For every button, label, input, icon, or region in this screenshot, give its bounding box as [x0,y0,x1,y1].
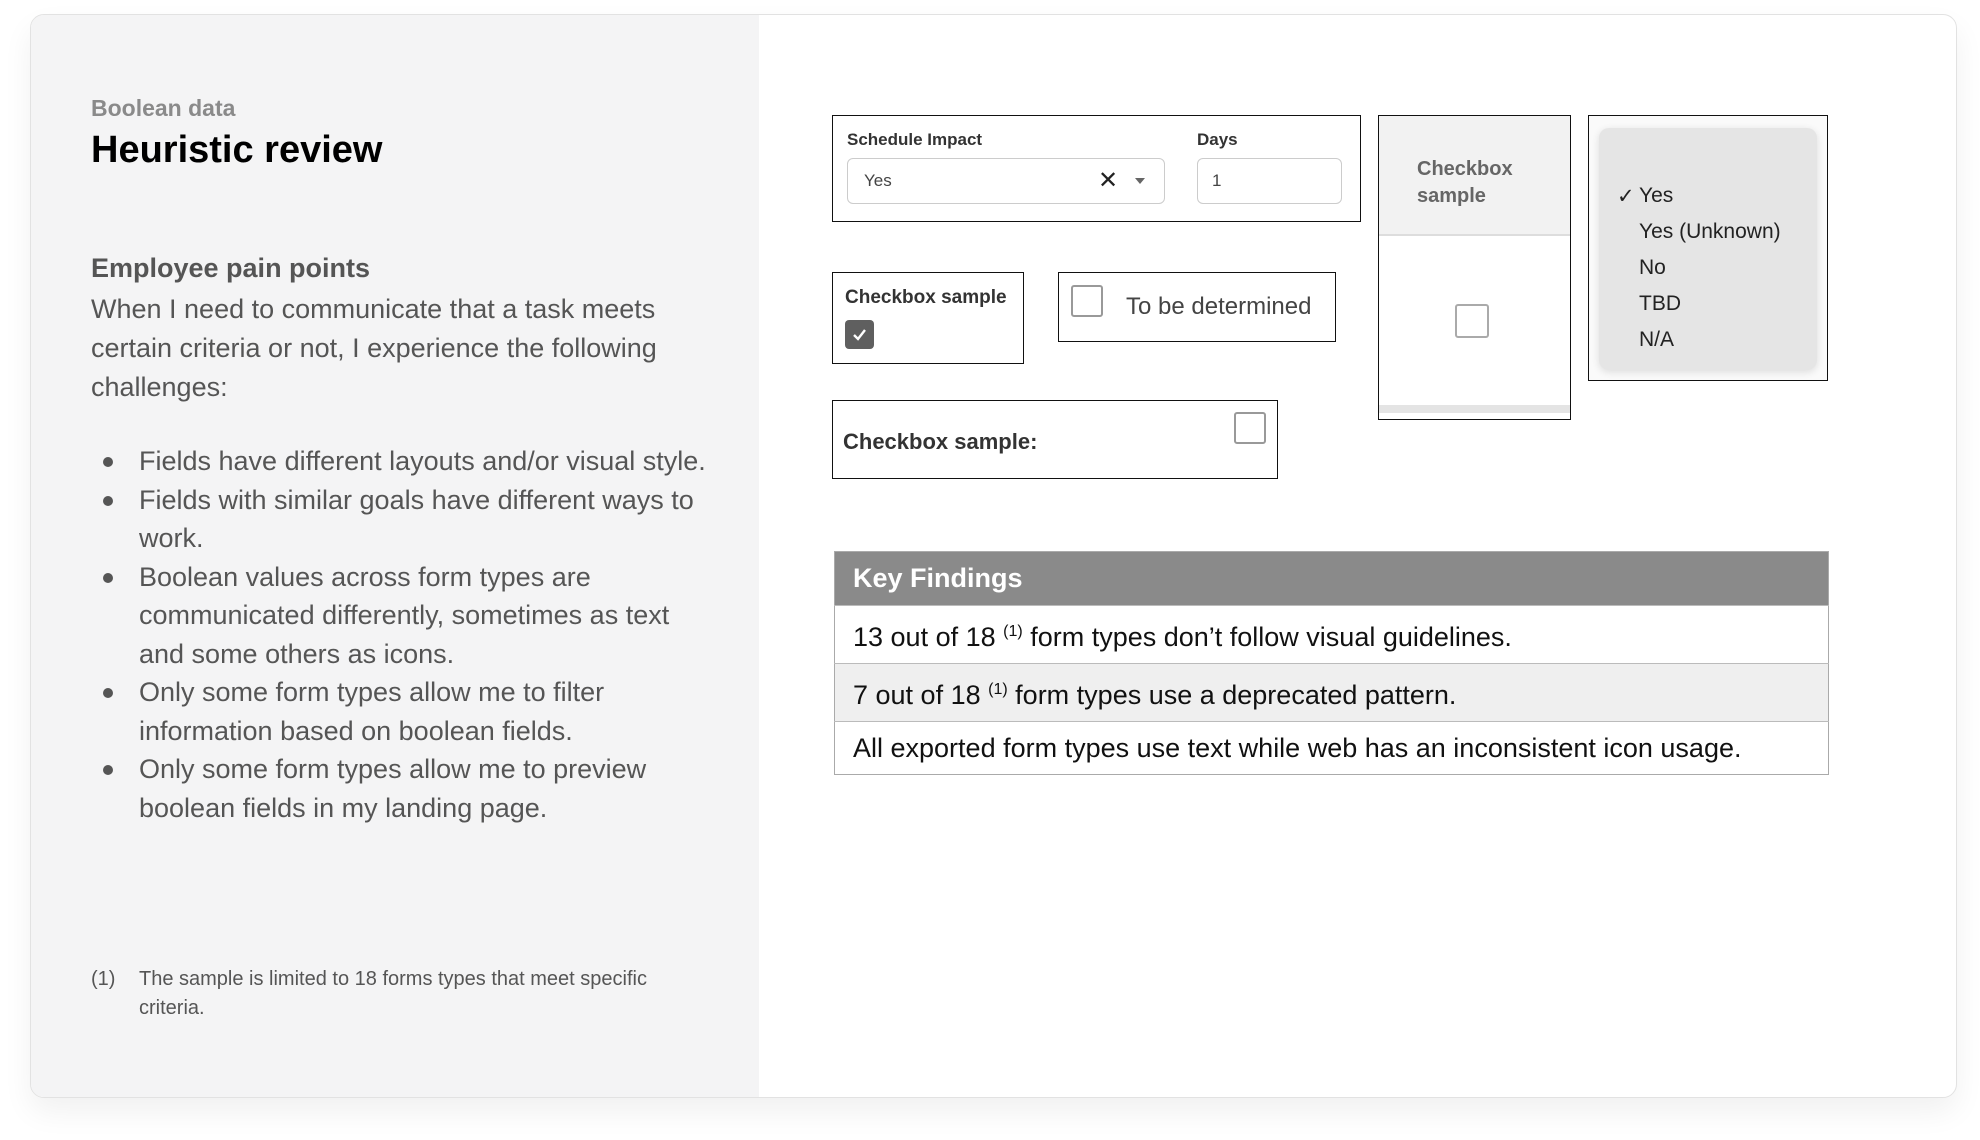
footnote-text: The sample is limited to 18 forms types that meet specific criteria. [139,968,647,1019]
checkbox-colon-sample [832,400,1278,479]
pain-points-heading: Employee pain points [91,253,371,283]
dropdown-menu [1599,128,1817,370]
table-row [835,606,1829,664]
column-divider [1379,405,1570,413]
clear-icon[interactable]: ✕ [1098,167,1119,194]
list-item: Only some form types allow me to preview boolean fields in my landing page. [91,750,711,827]
schedule-impact-label: Schedule Impact [847,130,983,149]
page-title: Heuristic review [91,129,383,171]
checkbox-unchecked[interactable] [1071,285,1103,317]
table-row [835,664,1829,722]
footnote [91,965,691,1023]
checkbox-unchecked[interactable] [1234,412,1266,444]
tbd-checkbox-sample [1058,272,1336,342]
schedule-impact-value: Yes [864,171,892,190]
list-item: Only some form types allow me to filter information based on boolean fields. [91,673,711,750]
list-item: Boolean values across form types are communicated differently, sometimes as text and some others as icons. [91,558,711,674]
bullet-icon [103,457,113,467]
bullet-icon [103,573,113,583]
table-cell: 7 out of 18 $^{(1)}$ form types use a deprecated pattern. [835,664,1829,722]
bullet-icon [103,765,113,775]
column-header [1379,116,1570,236]
pain-points-list [91,442,711,827]
pain-points-intro: When I need to communicate that a task meets certain criteria or not, I experience the following challenges: [91,294,657,402]
checkbox-checked[interactable] [845,320,874,349]
eyebrow-label: Boolean data [91,95,236,121]
chevron-down-icon[interactable] [1135,178,1145,184]
schedule-impact-sample [832,115,1361,222]
days-input[interactable] [1197,158,1342,204]
bullet-icon [103,496,113,506]
check-icon: ✓ [1617,185,1635,208]
dropdown-option[interactable]: No [1639,256,1666,279]
tbd-label: To be determined [1126,293,1312,320]
dropdown-option[interactable]: N/A [1639,328,1675,351]
checkbox-checked-sample [832,272,1024,364]
days-value: 1 [1212,171,1222,190]
key-findings-table [834,551,1829,775]
dropdown-option[interactable]: TBD [1639,292,1681,315]
left-panel [31,15,759,1097]
check-icon [851,326,868,343]
footnote-mark: (1) [91,968,116,990]
bullet-icon [103,688,113,698]
table-cell: 13 out of 18 $^{(1)}$ form types don’t follow visual guidelines. [835,606,1829,664]
checkbox-label: Checkbox sample: [843,429,1038,454]
schedule-impact-select[interactable] [847,158,1165,204]
checkbox-label: Checkbox sample [845,287,1007,308]
table-cell: All exported form types use text while web has an inconsistent icon usage. [835,722,1829,775]
checkbox-column-sample [1378,115,1571,420]
dropdown-option[interactable]: Yes [1639,184,1674,207]
list-item: Fields with similar goals have different ways to work. [91,481,711,558]
column-header-label: Checkbox sample [1417,158,1513,207]
key-findings-header: Key Findings [835,552,1829,606]
days-label: Days [1197,130,1238,149]
table-row [835,722,1829,775]
dropdown-option[interactable]: Yes (Unknown) [1639,220,1781,243]
list-item: Fields have different layouts and/or visual style. [91,442,711,481]
checkbox-unchecked[interactable] [1455,304,1489,338]
dropdown-sample [1588,115,1828,381]
